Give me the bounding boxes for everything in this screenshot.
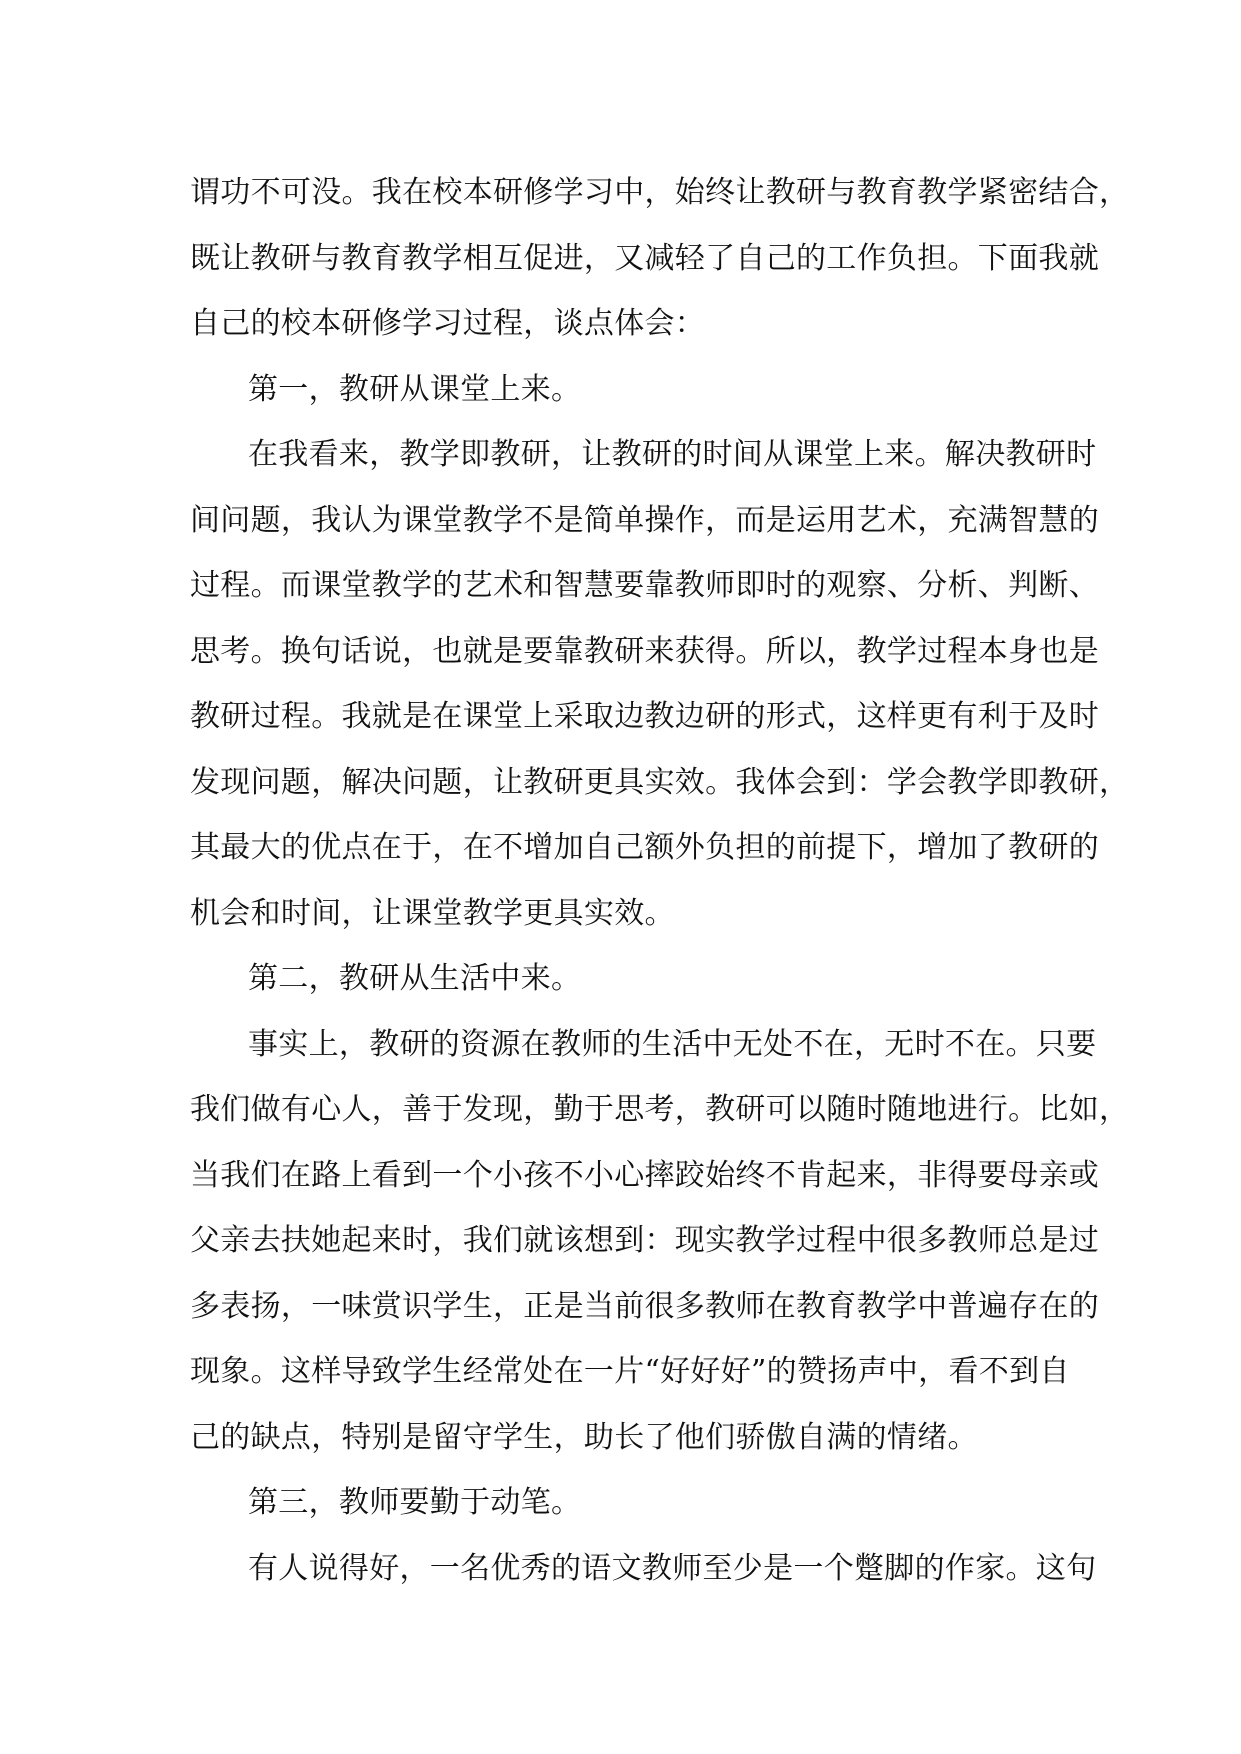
text-line: 在我看来，教学即教研，让教研的时间从课堂上来。解决教研时 [248,437,1097,472]
text-line: 自己的校本研修学习过程，谈点体会： [190,306,706,341]
text-line: 当我们在路上看到一个小孩不小心摔跤始终不肯起来，非得要母亲或 [190,1157,1099,1193]
text-line: 教研过程。我就是在课堂上采取边教边研的形式，这样更有利于及时 [190,699,1099,734]
text-line: 父亲去扶她起来时，我们就该想到：现实教学过程中很多教师总是过 [190,1223,1099,1258]
section-heading: 第三，教师要勤于动笔。 [248,1485,582,1520]
text-line: 发现问题，解决问题，让教研更具实效。我体会到：学会教学即教研， [190,764,1130,800]
text-line: 己的缺点，特别是留守学生，助长了他们骄傲自满的情绪。 [190,1419,978,1455]
text-line: 我们做有心人，善于发现，勤于思考，教研可以随时随地进行。比如， [190,1092,1130,1127]
text-line: 机会和时间，让课堂教学更具实效。 [190,895,675,931]
text-line: 有人说得好，一名优秀的语文教师至少是一个蹩脚的作家。这句 [248,1550,1097,1586]
text-line: 其最大的优点在于，在不增加自己额外负担的前提下，增加了教研的 [190,830,1099,865]
text-line: 谓功不可没。我在校本研修学习中，始终让教研与教育教学紧密结合， [190,175,1130,210]
text-line: 间问题，我认为课堂教学不是简单操作，而是运用艺术，充满智慧的 [190,502,1099,538]
text-line: 思考。换句话说，也就是要靠教研来获得。所以，教学过程本身也是 [190,633,1099,669]
text-line: 既让教研与教育教学相互促进，又减轻了自己的工作负担。下面我就 [190,240,1099,276]
text-line: 现象。这样导致学生经常处在一片“好好好”的赞扬声中，看不到自 [190,1354,1070,1389]
body-text [190,160,1130,1601]
text-line: 事实上，教研的资源在教师的生活中无处不在，无时不在。只要 [248,1026,1097,1062]
text-line: 多表扬，一味赏识学生，正是当前很多教师在教育教学中普遍存在的 [190,1288,1099,1324]
section-heading: 第一，教研从课堂上来。 [248,371,582,407]
text-line: 过程。而课堂教学的艺术和智慧要靠教师即时的观察、分析、判断、 [190,568,1099,603]
section-heading: 第二，教研从生活中来。 [248,961,582,996]
